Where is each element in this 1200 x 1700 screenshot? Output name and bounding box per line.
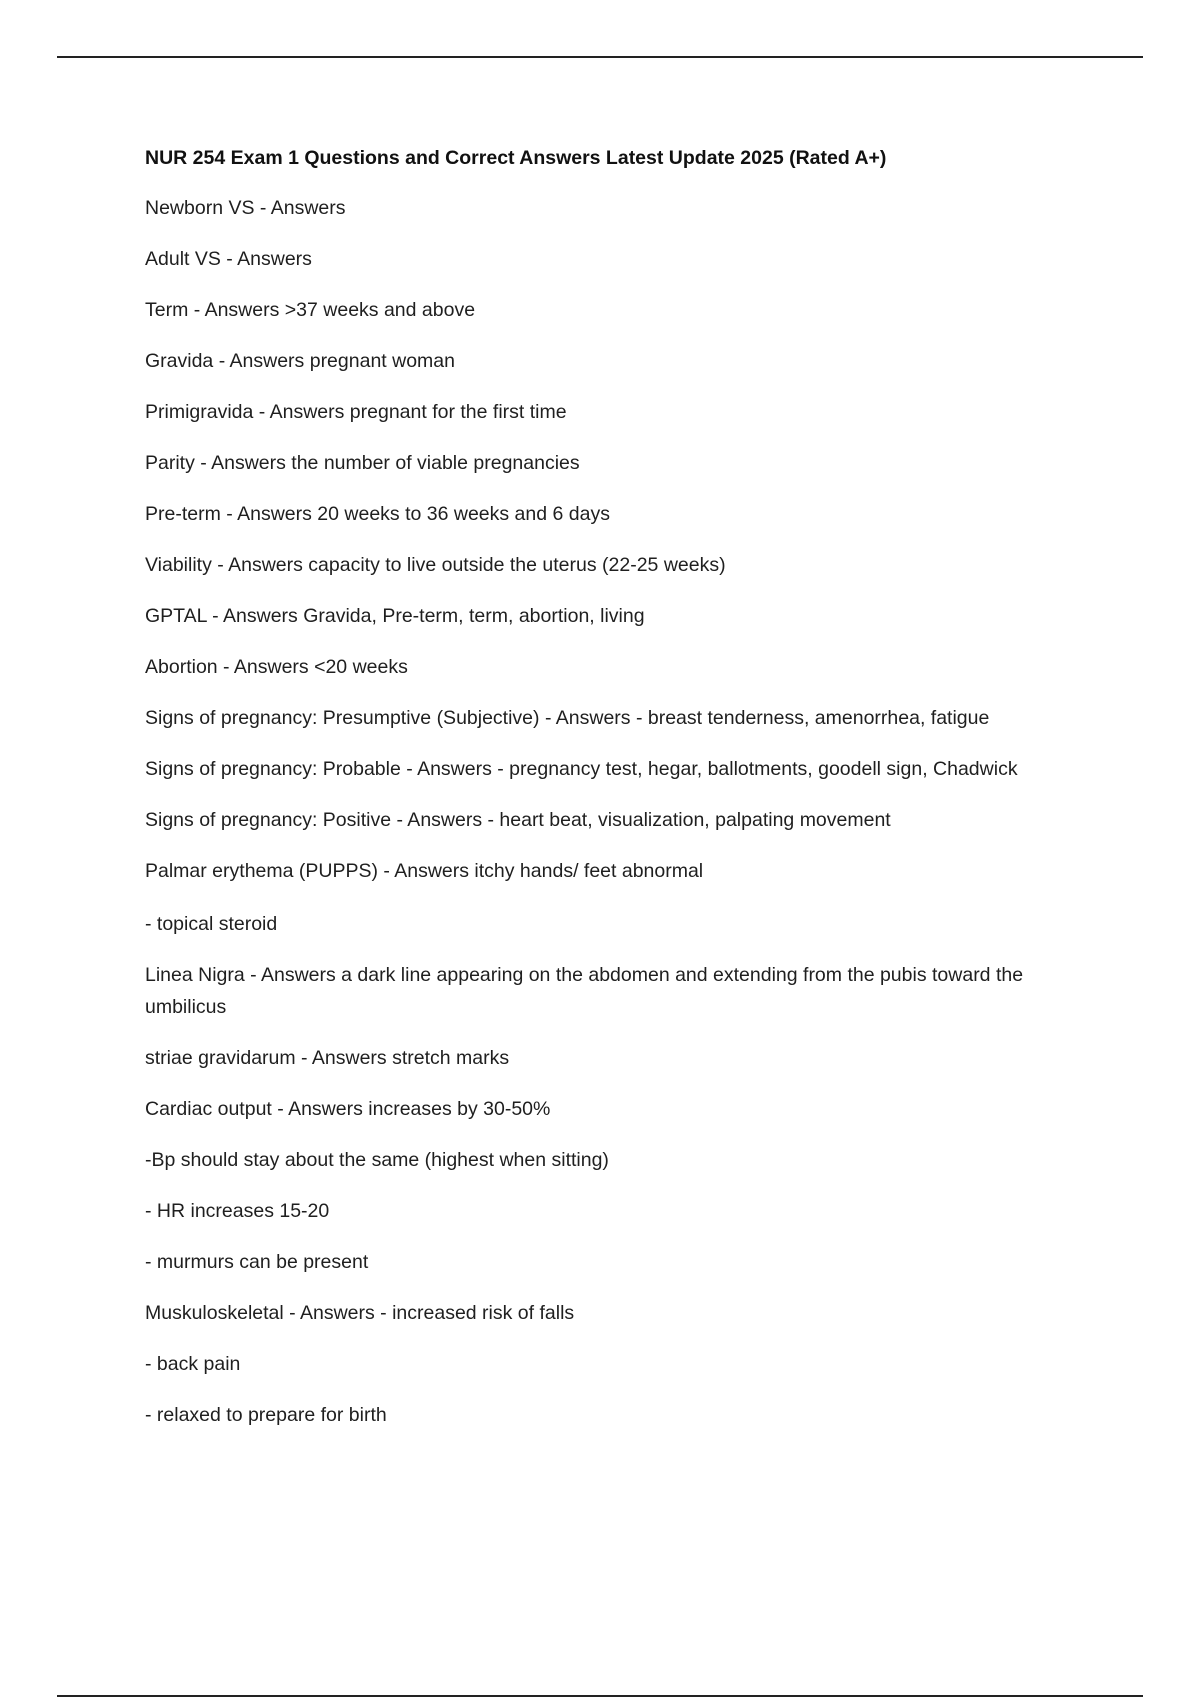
qa-line: -Bp should stay about the same (highest when sitting)	[145, 1149, 609, 1171]
qa-line: Palmar erythema (PUPPS) - Answers itchy hands/ feet abnormal	[145, 860, 704, 882]
qa-line: Gravida - Answers pregnant woman	[145, 350, 455, 372]
qa-line: Primigravida - Answers pregnant for the first time	[145, 401, 567, 423]
qa-line: Muskuloskeletal - Answers - increased risk of falls	[145, 1302, 575, 1324]
qa-line: striae gravidarum - Answers stretch marks	[145, 1047, 510, 1069]
qa-line: Newborn VS - Answers	[145, 197, 346, 219]
qa-line: Pre-term - Answers 20 weeks to 36 weeks and 6 days	[145, 503, 610, 525]
bottom-divider	[57, 1695, 1143, 1697]
qa-line: Linea Nigra - Answers a dark line appearing on the abdomen and extending from the pubis toward the umbilicus	[145, 964, 1024, 1018]
qa-line: Term - Answers >37 weeks and above	[145, 299, 476, 321]
document-body	[145, 144, 1075, 1450]
qa-line: - back pain	[145, 1353, 241, 1375]
qa-line: Signs of pregnancy: Positive - Answers - heart beat, visualization, palpating movement	[145, 809, 891, 831]
qa-line: Abortion - Answers <20 weeks	[145, 656, 408, 678]
qa-line: - relaxed to prepare for birth	[145, 1404, 387, 1426]
qa-line: Viability - Answers capacity to live outside the uterus (22-25 weeks)	[145, 554, 726, 576]
qa-line: Signs of pregnancy: Presumptive (Subjective) - Answers - breast tenderness, amenorrhea, fatigue	[145, 707, 990, 729]
qa-line: Adult VS - Answers	[145, 248, 312, 270]
qa-list	[145, 192, 1075, 1431]
qa-line: GPTAL - Answers Gravida, Pre-term, term, abortion, living	[145, 605, 645, 627]
qa-line: Cardiac output - Answers increases by 30-50%	[145, 1098, 551, 1120]
top-divider	[57, 56, 1143, 58]
qa-line: Signs of pregnancy: Probable - Answers - pregnancy test, hegar, ballotments, goodell sign, Chadwick	[145, 758, 1018, 780]
qa-line: - murmurs can be present	[145, 1251, 369, 1273]
qa-line: Parity - Answers the number of viable pregnancies	[145, 452, 580, 474]
document-title: NUR 254 Exam 1 Questions and Correct Answers Latest Update 2025 (Rated A+)	[145, 147, 887, 169]
qa-line: - topical steroid	[145, 913, 278, 935]
qa-line: - HR increases 15-20	[145, 1200, 330, 1222]
